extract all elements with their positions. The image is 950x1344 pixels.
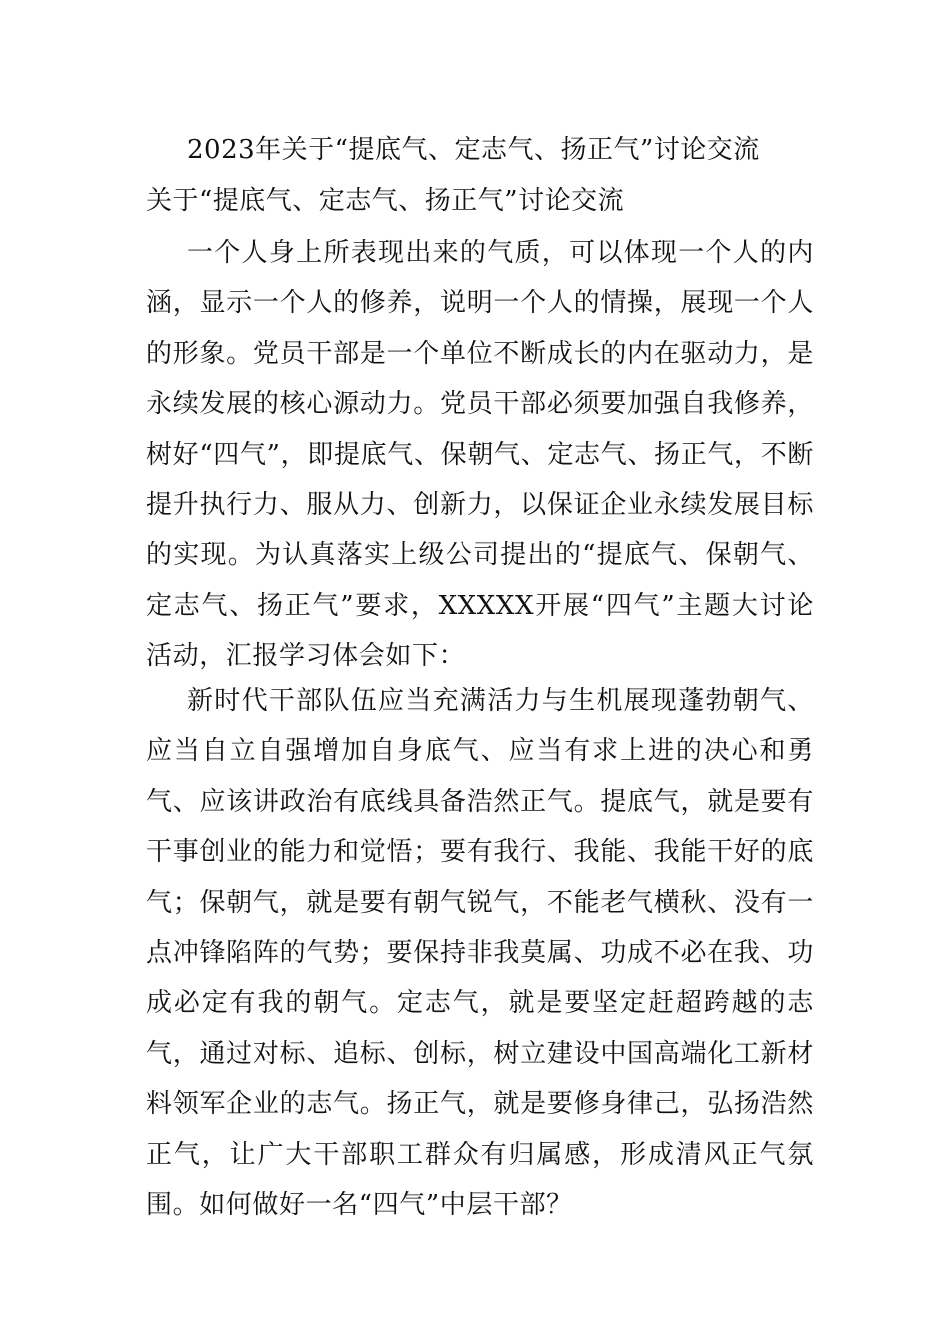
document-subtitle: 关于“提底气、定志气、扬正气”讨论交流 bbox=[146, 186, 625, 216]
body-paragraph-1: 一个人身上所表现出来的气质，可以体现一个人的内涵，显示一个人的修养，说明一个人的情操，展现一个人的形象。党员干部是一个单位不断成长的内在驱动力，是永续发展的核心源动力。党员干部必须要加强自我修养，树好“四气”，即提底气、保朝气、定志气、扬正气，不断提升执行力、服从力、创新力，以保证企业永续发展目标的实现。为认真落实上级公司提出的“提底气、保朝气、定志气、扬正气”要求，XXXXX开展“四气”主题大讨论活动，汇报学习体会如下： bbox=[146, 238, 814, 672]
document-title: 2023年关于“提底气、定志气、扬正气”讨论交流 bbox=[187, 135, 760, 165]
body-paragraph-2: 新时代干部队伍应当充满活力与生机展现蓬勃朝气、应当自立自强增加自身底气、应当有求上进的决心和勇气、应该讲政治有底线具备浩然正气。提底气，就是要有干事创业的能力和觉悟；要有我行、我能、我能干好的底气；保朝气，就是要有朝气锐气，不能老气横秋、没有一点冲锋陷阵的气势；要保持非我莫属、功成不必在我、功成必定有我的朝气。定志气，就是要坚定赶超跨越的志气，通过对标、追标、创标，树立建设中国高端化工新材料领军企业的志气。扬正气，就是要修身律己，弘扬浩然正气，让广大干部职工群众有归属感，形成清风正气氛围。如何做好一名“四气”中层干部？ bbox=[146, 686, 814, 1221]
